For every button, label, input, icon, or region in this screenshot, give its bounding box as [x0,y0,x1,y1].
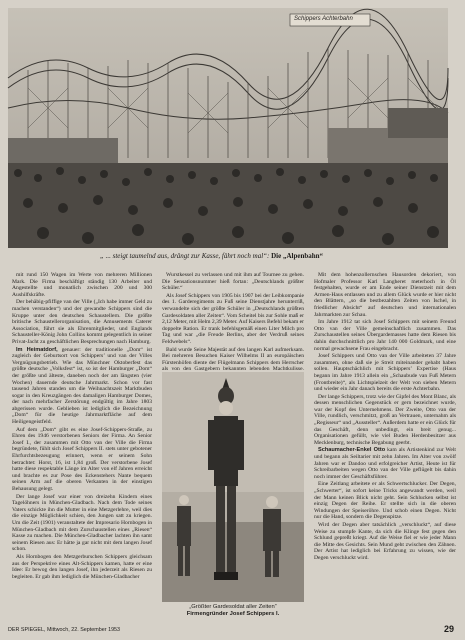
text-column-3 [314,272,456,622]
paragraph: Wurstkessel zu verlassen und mit ihm auf Tournee zu gehen. Die Sensationsnummer hieß fortan: „Deutschlands größter Schüler.“ [162,272,304,292]
footer-issue-info: DER SPIEGEL, Mittwoch, 22. September 1953 [8,627,121,633]
paragraph-text: kam als Artistenkind zur Welt und begann als Seiltarier mit zehn Jahren. Im Alter von zwölf Jahren war er Dandoo und erfolgreicher Artist, Heute ist für Schreibarbeiten wegen Otto van der Ville geflügelt bis dahin noch immer der Geschäftsführer. [314,447,456,480]
paragraph-text: genauer: der traditionelle „Dom“ ist zugleich der Geburtsort von Schippers’ und van der Villes Vergnügungsbetrieb. Wie das Münchner Oktoberfest das größte deutsche „Volksfest“ ist, so ist der Hamburger „Dom“ der größte und älteste, daneben noch der am längsten (vier Wochen) dauernde deutsche Jahrmarkt. Schon vor fast tausend Jahren standen um die Weihnachtszeit Marktbuden sogar in den Kreuzgängen des damaligen Hamburger Domes, der nach mehrfacher Zerstörung endgültig im Jahre 1803 abgerissen wurde. Geblieben ist lediglich die Bezeichnung „Dom“ für die heutige Jahrmarktfläche auf dem Heiligengeistfeld. [12,346,153,426]
paragraph: Der lange Schippers, trotz wie der Gipfel des Mont Blanc, als dessen menschlichen Gegenstück er gern bezeichnet wurde, war der Kopf des Unternehmens. Der Zweite, Otto van der Ville, rundlich, verschmitzt, groß an Vertrauen, unternahm als „Regisseur“ und „Aussteller“. Außerdem hatte er ein Glück für das Geschäft, denn unbedingt, ein breit genug... Organisationen gefüllt, wie viel Buden Herdenbesitzer aus Mecklenburg, technische Begabung geerbt. [314,393,456,446]
soldier-photo [162,372,304,602]
paragraph: Auf dem „Dom“ gibt es eine Josef-Schippers-Straße, zu Ehren des 1946 verstorbenen Seniors der Firma. An Senior Josef I., der zusammen mit Otto van der Ville die Firma begründete, fühlt sich Josef Schippers II. stets unter gebotener Ehrfurchtsbezeugung erinnert, wenn er seinem Sohn betrachtet: Horst, 16, ist 1,84 groß. Der verstorbene Josef hatte diese respektable Länge im Alter von elf Jahren erreicht und brachte es zur Pose des Eckenstehers Nante bequem seinen Arm auf die oberen Verkanten in der einstigen Behausung gelegt. [12,426,152,492]
text-column-1 [12,272,152,622]
paragraph [12,347,152,426]
paragraph: Im Jahre 1912 tat sich Josef Schippers mit seinem Freund Otto van der Ville gemeinschaftlich zusammen. Das Zurschaustellen seines Übergardemasses hatte dem Riesen bis dahin durchschnittlich pro Jahr 140 000 Goldmark, und eine normal gewachsene Frau eingebracht. [314,319,456,352]
section-heading: Schaumacher-Enkel Otto [318,447,386,454]
soldier-photo-caption [162,604,304,618]
roller-coaster-illustration [8,8,448,248]
roller-coaster-photo [8,8,448,248]
paragraph: Der lange Josef war einer von dreizehn Kindern eines Tagelöhners in München-Gladbach. Nach dem Tode seines Vaters schickte ihn die Mutter in eine Metzgerlehre, weil dies die einzige Möglichkeit schien, den Jungen satt zu kriegen. Um die Zeit (1901) veranstaltete der Impresario Hornbogen in München-Gladbach mit dem Zurschaustellen eines „Riesen“ Kasse zu machen. Die München-Gladbacher lachten ihn samt seinem Riesen aus: Er hätte ja gar nicht mit dem langen Josef schon. [12,493,152,553]
top-caption-text: „ ... steigt taumelnd aus, drängt zur Kasse, fährt noch mal“: [100,252,270,260]
paragraph: Mit dem hohenzollernschen Hausorden dekoriert, von Hofmaler Professor Karl Langheret meterhoch in Öl festgehalten, wurde er am Ende seiner Dienstzeit mit dem Armen-Haus entlassen und zu allem Glück wurde er hier nicht den Blättern, „so die bestbezahlten Zeiten von Ischel, in friedlicher Absicht“ auf deutschen und internationalen Jahrmarkten zur Schau. [314,272,456,318]
soldier-illustration [162,372,304,602]
paragraph: Bald wurde Seine Majestät auf den langen Karl aufmerksam. Bei mehreren Besuchen Kaiser Wilhelms II an europäischen Fürstenhöfen diente der Flügelmann Schippers dem Herrscher als von den Gastgebern bekannten lebenden Machtkulisse. [162,346,304,373]
caption-line: Firmengründer Josef Schippers I. [186,611,280,617]
top-photo-caption [100,252,460,260]
coaster-sign-text: Schippers Achterbahn [294,16,353,22]
caption-line: „Größter Gardesoldat aller Zeiten“ [189,604,277,610]
paragraph: Eine Zeitlang arbeitete er als Schwertschlucker. Der Degen, „Schwerter“, ist sofort keine Tricks angewandt werden, weil der Mann keinen Blick nicht geht. Sein Schlucken selbst ist einzig Degen der Reihe. Er stellte sich in die oberen Windungen der Speiseröhre. Und schob einen Degen. Nicht nur die Hand, sondern die Degenspitze. [314,481,456,521]
text-column-2 [162,272,304,373]
paragraph: mit rund 150 Wagen im Werte von mehreren Millionen Mark. Die Firma beschäftigt ständig 130 Arbeiter und Angestellte und monatlich zwischen 200 und 300 Aushilfskräfte. [12,272,152,298]
section-heading: Im Heimatdorf, [16,346,58,353]
paragraph: Josef Schippers und Otto van der Ville arbeiteten 37 Jahre zusammen, ohne daß sie je Streit miteinander gehabt haben sollen. Hauptschächlich mit Schippers’ Expertise (Haus begann im Jahre 1913 allein ein „Schaubude van Fuß Metern (Frontbreite)“, als Lichtspielzeit der Welt von sieben Metern und wieder ein Jahr danach bereits die erste Achterbahn. [314,353,456,393]
top-caption-bold: Die „Alpenbahn“ [271,252,324,260]
paragraph [314,447,456,480]
paragraph: Als Hornbogen den Metzgerburschen Schippers gleichsam aus der Perspektive eines Alt-Schippers kamen, hatte er eine Idee: Er bewog den langen Josef, ihn jederzeit als Riesen zu begleiten. Er gab ihm lediglich die München-Gladbacher [12,553,152,580]
paragraph: Als Josef Schippers von 1905 bis 1907 bei der Leibkompanie des 1. Garderegiments zu Fuß seine Dienstjahre herunterriß, verwandelte sich der größte Schüler in „Deutschlands größten Gardesoldaten aller Zeiten“. Vom Scheitel bis zur Sohle maß er 2,12 Meter, mit Helm 2,39 Meter. Auf Kaisers Befehl bekam er doppelte Ration. Er trank befehlsgemäß einen Liter Milch pro Tag und war „die Freude Berlins, aber der Verdruß seines Feldwebels“. [162,292,304,345]
paragraph: Wird der Degen aber tatsächlich „verschluckt“, auf diese Weise zu stumpfe Kante, da sich die Klinge fest gegen den Schlund gepreßt kriegt. Auf die Weise fiel er wie jeder Mann die Mitte des Gesichts. Sein Mund geht zwischen den Zähnen. Der Artist hat lediglich bei Erfahrung zu wissen, wie der Degen verschluckt wird. [314,521,456,561]
page-number: 29 [443,624,454,634]
paragraph: Der behäbig-pfiffige van der Ville („Ich habe immer Geld zu machen verstanden“) und der gewandte Schippers sind die Kruppe unter den deutschen Schaustellern. Die größte britische Schaustellerorganisation, die Amusements Caterer Association, führt sie als Ehrenmitglieder, und Englands Schausteller-König John Collins kommt gelegentlich in seiner Privat-Jacht zu geschäftlichen Besprechungen nach Hamburg. [12,299,152,345]
page-footer [8,624,454,636]
